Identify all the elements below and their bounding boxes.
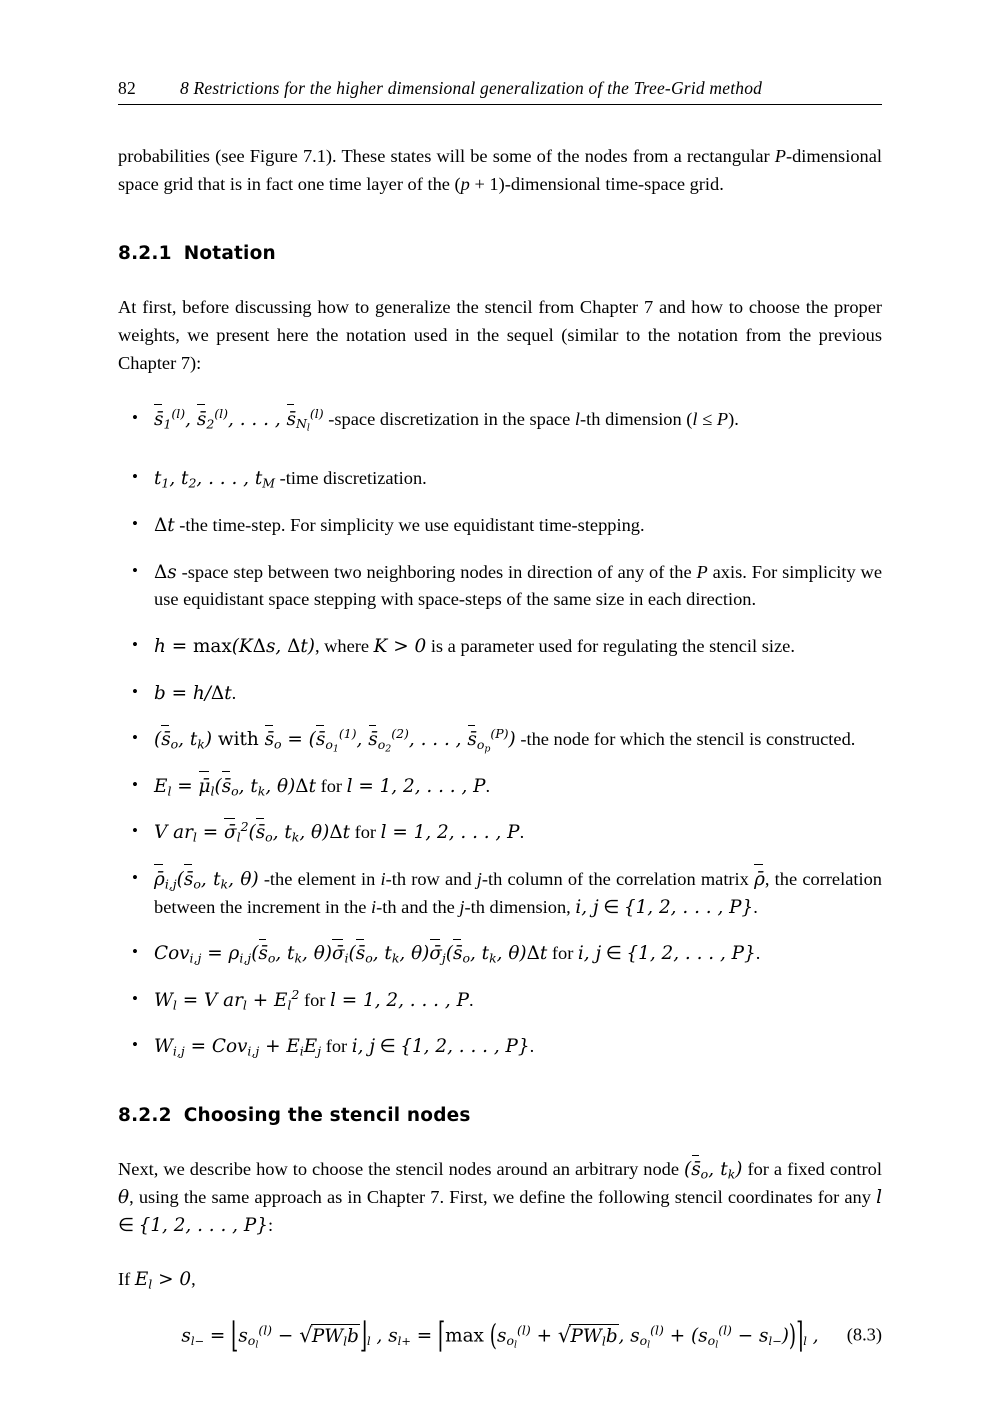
- notation-covariance: $Cov_{i,j} = \rho_{i,j}(s̄_o$, $t_k$, $\theta)\sigmā_i(s̄_o$, $t_k$, $\theta)\sigmā_j(s̄_o$, $t_k$, θ)Δt: [154, 943, 547, 964]
- list-item-text: , where K > 0 is a parameter used for regulating the stencil size.: [314, 635, 795, 657]
- intro-paragraph: probabilities (see Figure 7.1). These states will be some of the nodes from a rectangular P-dimensional space grid that is in fact one time layer of the (p + 1)-dimensional time-space grid.: [118, 146, 882, 194]
- section-number-stencil: 8.2.2: [118, 1104, 172, 1126]
- list-item: [118, 680, 882, 708]
- list-item: [118, 1033, 882, 1061]
- list-item: [118, 940, 882, 968]
- list-item-text: -space discretization in the space l-th dimension (l ≤ P).: [328, 408, 739, 429]
- list-item-text: .: [231, 682, 237, 703]
- list-item-text: -the time-step. For simplicity we use equidistant time-stepping.: [179, 515, 645, 536]
- notation-paragraph: At first, before discussing how to generalize the stencil from Chapter 7 and how to choose the proper weights, we present here the notation used in the sequel (similar to the notation from the previous Chapter 7):: [118, 296, 882, 373]
- notation-node: ($s̄_o$, $t_k$) with $s̄_o$ = ($s̄_{o_1}^{(1)}$, $s̄_{o_2}^{(2)}$, . . . , $s̄_{o_p}^{(P)}$): [154, 725, 516, 755]
- stencil-condition: If $E_l > 0$,: [118, 1268, 196, 1292]
- list-item: [118, 559, 882, 614]
- list-item: [118, 465, 882, 493]
- notation-time-step: Δt: [154, 515, 175, 537]
- list-item: [118, 633, 882, 661]
- list-item: [118, 987, 882, 1015]
- equation-8-3-body: $s_{l-}$ = $⌊s_{o_l}^{(l)}$ − √ $PW_lb⌋_l$ , $s_{l+}$ = ⌈max ($s_{o_l}^{(l)}$ + √ $PW_lb$, $s_{o_l}^{(l)} + (s_{o_l}^{(l)}$ − $s_{l-}))⌉_l$ ,: [181, 1324, 818, 1347]
- list-item: [118, 819, 882, 847]
- list-item: [118, 773, 882, 801]
- section-title-notation: Notation: [183, 242, 276, 264]
- list-item-text: -time discretization.: [279, 468, 427, 489]
- notation-expectation: $E_l$ = $\mū_l(s̄_o$, $t_k$, θ)Δt: [154, 776, 316, 797]
- equation-8-3: [118, 1316, 882, 1357]
- section-number-notation: 8.2.1: [118, 242, 172, 264]
- list-item: [118, 406, 882, 434]
- notation-w-l: $W_l = V$ $ar_l + E_l^2$: [154, 986, 300, 1013]
- list-item: [118, 866, 882, 921]
- section-heading-notation: [118, 243, 882, 264]
- page-content: [118, 78, 882, 1357]
- notation-list: [118, 406, 882, 1061]
- running-head: [118, 78, 882, 99]
- notation-b: b = h/Δt: [154, 682, 232, 704]
- list-item-text: -the element in i-th row and j-th column of the correlation matrix ρ̄, the correlation between the increment in the i-th and the j-th dimension, i, j ∈ {1, 2, . . . , P}.: [154, 869, 882, 917]
- list-item-text: for i, j ∈ {1, 2, . . . , P}.: [551, 943, 761, 965]
- notation-space-discretization: $s̄_1^{(l)}$, $s̄_2^{(l)}$, . . . , $s̄_{N_l}^{(l)}$: [154, 405, 324, 434]
- notation-time-discretization: $t_1$, $t_2$, . . . , $t_M$: [154, 468, 276, 491]
- notation-variance: V $ar_l$ = $\sigmā_l^2(s̄_o$, $t_k$, θ)Δt: [154, 822, 350, 843]
- list-item-text: -the node for which the stencil is constructed.: [520, 729, 856, 750]
- list-item-text: for l = 1, 2, . . . , P.: [303, 989, 474, 1011]
- section-heading-stencil: [118, 1105, 882, 1126]
- list-item-text: for i, j ∈ {1, 2, . . . , P}.: [325, 1036, 535, 1058]
- list-item-text: -space step between two neighboring nodes in direction of any of the P axis. For simplicity we use equidistant space stepping with space-steps of the same size in each direction.: [154, 561, 882, 610]
- notation-space-step: Δs: [154, 561, 177, 583]
- stencil-paragraph: Next, we describe how to choose the stencil nodes around an arbitrary node ($s̄_o$, $t_k$) for a fixed control θ, using the same approach as in Chapter 7. First, we define the following stencil coordinates for any l ∈ {1, 2, . . . , P}:: [118, 1156, 882, 1240]
- list-item: [118, 726, 882, 754]
- equation-number: (8.3): [846, 1324, 882, 1345]
- list-item: [118, 512, 882, 540]
- section-title-stencil: Choosing the stencil nodes: [183, 1104, 471, 1126]
- header-rule: [118, 104, 882, 105]
- running-title: 8 Restrictions for the higher dimensional generalization of the Tree-Grid method: [180, 78, 763, 98]
- list-item-text: for l = 1, 2, . . . , P.: [354, 822, 525, 844]
- list-item-text: for l = 1, 2, . . . , P.: [320, 775, 491, 797]
- notation-w-ij: $W_{i,j} = Cov_{i,j} + E_iE_j$: [154, 1036, 322, 1059]
- page-number: 82: [118, 78, 136, 98]
- notation-h: h = max(KΔs, Δt): [154, 635, 315, 657]
- notation-correlation: $\rhō_{i,j}(s̄_o$, $t_k$, θ): [154, 869, 259, 890]
